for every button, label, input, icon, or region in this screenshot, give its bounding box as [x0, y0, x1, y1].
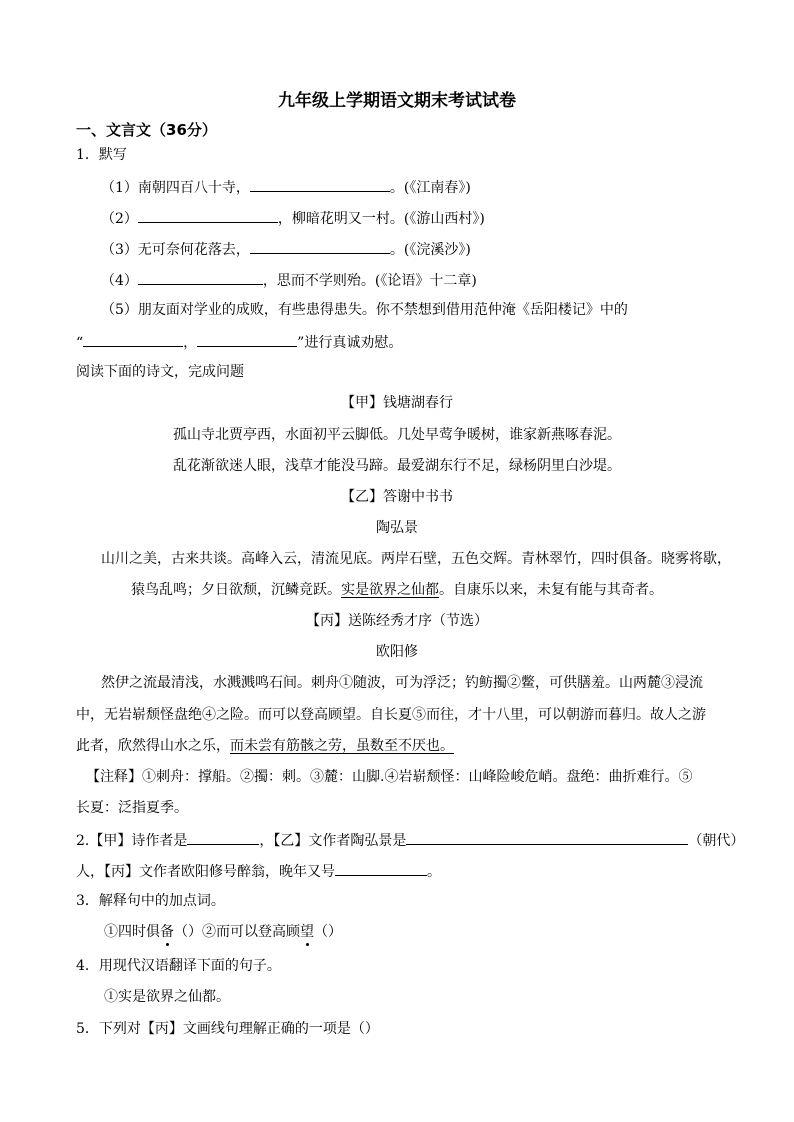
answer-blank[interactable]: [138, 269, 263, 285]
question-3-items: ①四时俱备（）②而可以登高顾望（）: [104, 924, 342, 940]
passage-c-line: 中，无岩崭颓怪盘绝④之险。而可以登高顾望。自长夏⑤而往，才十八里，可以朝游而暮归。故人之游: [76, 707, 706, 723]
emphasized-word: 备: [160, 924, 174, 940]
reading-instruction: 阅读下面的诗文，完成问题: [76, 364, 244, 380]
answer-blank[interactable]: [250, 176, 390, 192]
emphasized-word: 望: [300, 924, 314, 940]
annotation-line: 【注释】①刺舟：撑船。②擉：刺。③麓：山脚.④岩崭颓怪：山峰险峻危峭。盘绝：曲折难行。⑤: [86, 769, 693, 785]
question-1-item: （2） ，柳暗花明又一村。(《游山西村》): [101, 207, 485, 229]
annotation-line: 长夏：泛指夏季。: [76, 800, 188, 816]
question-4-item: ①实是欲界之仙都。: [104, 989, 230, 1005]
question-1-heading: 1．默写: [76, 147, 127, 163]
page-title: 九年级上学期语文期末考试试卷: [278, 91, 516, 111]
passage-b-title: 【乙】答谢中书书: [341, 489, 453, 505]
passage-c-line: 此者，欣然得山水之乐，而未尝有筋骸之劳，虽数至不厌也。: [76, 738, 454, 754]
passage-a-title: 【甲】钱塘湖春行: [341, 395, 453, 411]
question-1-item: （3）无可奈何花落去， 。(《浣溪沙》): [101, 238, 471, 260]
question-4-heading: 4．用现代汉语翻译下面的句子。: [76, 958, 281, 974]
passage-c-line: 然伊之流最清浅，水溅溅鸣石间。刺舟①随波，可为浮泛；钓鲂擉②鳖，可供膳羞。山两麓③浸流: [101, 675, 703, 691]
answer-blank[interactable]: [187, 829, 259, 845]
answer-blank[interactable]: [197, 331, 297, 347]
passage-a-line: 孤山寺北贾亭西，水面初平云脚低。几处早莺争暖树，谁家新燕啄春泥。: [173, 427, 621, 443]
passage-b-author: 陶弘景: [376, 520, 418, 536]
answer-blank[interactable]: [250, 238, 390, 254]
question-1-item-continued: “ ， ”进行真诚劝慰。: [76, 331, 402, 353]
passage-c-title: 【丙】送陈经秀才序（节选）: [306, 613, 488, 629]
answer-blank[interactable]: [83, 331, 183, 347]
underlined-sentence: 实是欲界之仙都: [341, 582, 439, 598]
passage-b-line: 猿鸟乱鸣；夕日欲颓，沉鳞竞跃。实是欲界之仙都。自康乐以来，未复有能与其奇者。: [131, 582, 663, 598]
underlined-sentence: 而未尝有筋骸之劳，虽数至不厌也。: [230, 738, 454, 754]
passage-a-line: 乱花渐欲迷人眼，浅草才能没马蹄。最爱湖东行不足，绿杨阴里白沙堤。: [173, 458, 621, 474]
answer-blank[interactable]: [138, 207, 278, 223]
question-2: 2.【甲】诗作者是 ，【乙】文作者陶弘景是 （朝代）: [76, 829, 744, 851]
question-2-continued: 人，【丙】文作者欧阳修号醉翁，晚年又号 。: [76, 860, 441, 882]
passage-b-line: 山川之美，古来共谈。高峰入云，清流见底。两岸石壁，五色交辉。青林翠竹，四时俱备。晓雾将歇，: [101, 551, 731, 567]
answer-blank[interactable]: [406, 829, 688, 845]
passage-c-author: 欧阳修: [376, 644, 418, 660]
question-5-heading: 5．下列对【丙】文画线句理解正确的一项是（）: [76, 1021, 379, 1037]
question-3-heading: 3．解释句中的加点词。: [76, 893, 225, 909]
answer-blank[interactable]: [335, 860, 427, 876]
question-1-item: （5）朋友面对学业的成败，有些患得患失。你不禁想到借用范仲淹《岳阳楼记》中的: [101, 302, 628, 318]
question-1-item: （1）南朝四百八十寺， 。(《江南春》): [101, 176, 471, 198]
section-heading: 一、文言文（36分）: [76, 121, 217, 139]
question-1-item: （4） ，思而不学则殆。(《论语》十二章): [101, 269, 477, 291]
